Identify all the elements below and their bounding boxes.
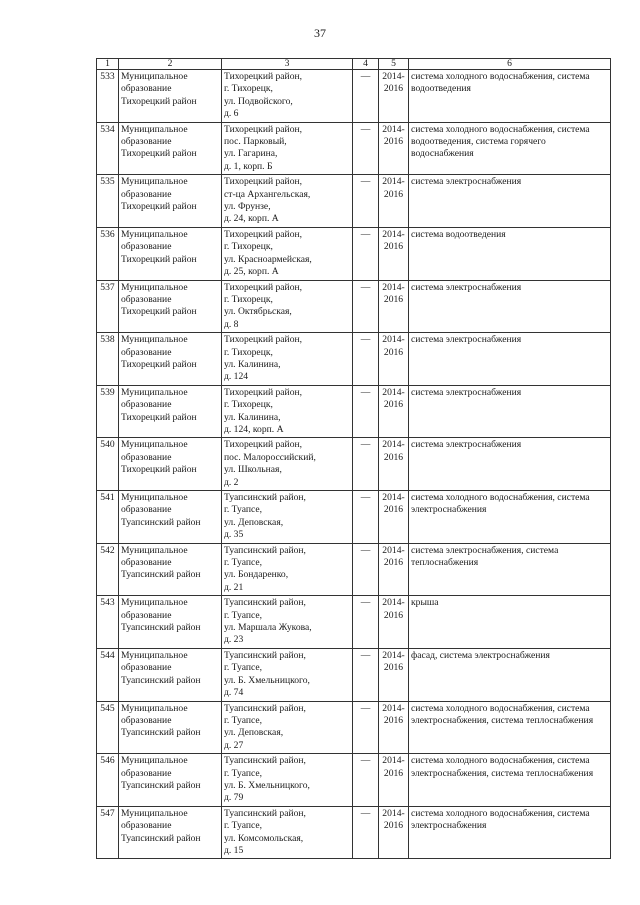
table-row — [97, 806, 611, 859]
address-cell — [222, 122, 353, 175]
works-cell: система холодного водоснабжения, система электроснабжения — [409, 491, 611, 544]
mo-line: Муниципальное — [121, 281, 188, 293]
period-cell — [379, 806, 409, 859]
municipality-cell — [119, 754, 222, 807]
municipality-cell — [119, 543, 222, 596]
works-cell: система электроснабжения, система теплоснабжения — [409, 543, 611, 596]
period-line: 2014- — [382, 807, 405, 819]
row-number: 542 — [97, 543, 119, 596]
mo-line: Тихорецкий район — [121, 201, 197, 213]
address-line: д. 27 — [224, 739, 244, 751]
period-line: 2016 — [383, 293, 404, 305]
mo-line: образование — [121, 820, 172, 832]
address-cell — [222, 280, 353, 333]
column-number-row — [97, 59, 611, 70]
mo-line: Тихорецкий район — [121, 411, 197, 423]
address-cell — [222, 438, 353, 491]
column-header: 5 — [379, 59, 409, 70]
period-line: 2014- — [382, 649, 405, 661]
period-line: 2016 — [383, 83, 404, 95]
address-line: Тихорецкий район, — [224, 176, 303, 188]
address-line: г. Туапсе, — [224, 609, 262, 621]
mo-line: Муниципальное — [121, 649, 188, 661]
address-line: г. Туапсе, — [224, 662, 262, 674]
address-line: д. 21 — [224, 581, 244, 593]
address-line: г. Тихорецк, — [224, 399, 273, 411]
mo-line: Муниципальное — [121, 71, 188, 82]
row-number: 544 — [97, 648, 119, 701]
address-line: Тихорецкий район, — [224, 439, 303, 451]
period-line: 2014- — [382, 597, 405, 609]
municipality-cell — [119, 280, 222, 333]
mo-line: Туапсинский район — [121, 516, 201, 528]
mo-line: образование — [121, 188, 172, 200]
row-number: 534 — [97, 122, 119, 175]
address-line: ул. Маршала Жукова, — [224, 622, 312, 634]
period-cell — [379, 701, 409, 754]
address-line: ул. Комсомольская, — [224, 832, 304, 844]
mo-line: Тихорецкий район — [121, 306, 197, 318]
address-line: г. Туапсе, — [224, 504, 262, 516]
period-line: 2016 — [383, 557, 404, 569]
mark-cell: — — [353, 333, 379, 386]
mo-line: Муниципальное — [121, 439, 188, 451]
address-line: Туапсинский район, — [224, 597, 306, 609]
mo-line: Муниципальное — [121, 176, 188, 188]
period-line: 2014- — [382, 71, 405, 82]
mo-line: образование — [121, 557, 172, 569]
address-cell — [222, 385, 353, 438]
table-row — [97, 596, 611, 649]
row-number: 539 — [97, 385, 119, 438]
table-row — [97, 701, 611, 754]
table-row — [97, 280, 611, 333]
works-cell: система холодного водоснабжения, система электроснабжения — [409, 806, 611, 859]
address-line: д. 74 — [224, 687, 244, 699]
period-line: 2014- — [382, 439, 405, 451]
table-row — [97, 70, 611, 123]
mark-cell: — — [353, 70, 379, 123]
address-line: пос. Парковый, — [224, 136, 287, 148]
period-cell — [379, 543, 409, 596]
table-row — [97, 227, 611, 280]
mo-line: Муниципальное — [121, 755, 188, 767]
row-number: 543 — [97, 596, 119, 649]
row-number: 547 — [97, 806, 119, 859]
address-line: Туапсинский район, — [224, 702, 306, 714]
address-cell — [222, 754, 353, 807]
municipality-cell — [119, 596, 222, 649]
mo-line: образование — [121, 504, 172, 516]
row-number: 538 — [97, 333, 119, 386]
mo-line: Туапсинский район — [121, 832, 201, 844]
address-line: Тихорецкий район, — [224, 334, 303, 346]
table-row — [97, 333, 611, 386]
works-cell: система электроснабжения — [409, 333, 611, 386]
address-line: ул. Б. Хмельницкого, — [224, 674, 310, 686]
mo-line: образование — [121, 767, 172, 779]
address-line: д. 24, корп. А — [224, 213, 279, 225]
address-line: г. Тихорецк, — [224, 83, 273, 95]
mark-cell: — — [353, 491, 379, 544]
works-cell: система электроснабжения — [409, 175, 611, 228]
works-cell: фасад, система электроснабжения — [409, 648, 611, 701]
period-line: 2016 — [383, 820, 404, 832]
period-cell — [379, 175, 409, 228]
address-cell — [222, 333, 353, 386]
period-line: 2014- — [382, 702, 405, 714]
mark-cell: — — [353, 701, 379, 754]
period-line: 2016 — [383, 714, 404, 726]
address-cell — [222, 227, 353, 280]
address-line: пос. Малороссийский, — [224, 451, 316, 463]
table-row — [97, 543, 611, 596]
period-cell — [379, 596, 409, 649]
mo-line: образование — [121, 662, 172, 674]
address-line: ул. Фрунзе, — [224, 201, 271, 213]
mo-line: образование — [121, 609, 172, 621]
period-line: 2014- — [382, 755, 405, 767]
mo-line: образование — [121, 136, 172, 148]
period-cell — [379, 227, 409, 280]
address-line: Туапсинский район, — [224, 755, 306, 767]
period-cell — [379, 438, 409, 491]
address-cell — [222, 70, 353, 123]
mark-cell: — — [353, 122, 379, 175]
mo-line: Тихорецкий район — [121, 464, 197, 476]
mo-line: образование — [121, 451, 172, 463]
address-cell — [222, 596, 353, 649]
address-line: г. Тихорецк, — [224, 346, 273, 358]
mark-cell: — — [353, 175, 379, 228]
table-row — [97, 491, 611, 544]
mark-cell: — — [353, 754, 379, 807]
period-line: 2014- — [382, 492, 405, 503]
mo-line: Муниципальное — [121, 386, 188, 398]
mo-line: Муниципальное — [121, 228, 188, 240]
address-cell — [222, 543, 353, 596]
period-cell — [379, 754, 409, 807]
period-cell — [379, 122, 409, 175]
row-number: 540 — [97, 438, 119, 491]
address-line: д. 79 — [224, 792, 244, 804]
row-number: 546 — [97, 754, 119, 807]
period-line: 2014- — [382, 386, 405, 398]
mark-cell: — — [353, 596, 379, 649]
address-line: Тихорецкий район, — [224, 281, 303, 293]
mo-line: образование — [121, 241, 172, 253]
address-line: г. Туапсе, — [224, 767, 262, 779]
address-line: д. 23 — [224, 634, 244, 646]
page-number: 37 — [314, 26, 326, 40]
period-line: 2014- — [382, 123, 405, 135]
mo-line: Муниципальное — [121, 334, 188, 346]
address-line: г. Туапсе, — [224, 557, 262, 569]
address-line: д. 124, корп. А — [224, 423, 284, 435]
period-line: 2016 — [383, 767, 404, 779]
mo-line: Туапсинский район — [121, 727, 201, 739]
table-row — [97, 175, 611, 228]
period-line: 2016 — [383, 451, 404, 463]
address-line: Тихорецкий район, — [224, 71, 303, 82]
municipality-cell — [119, 648, 222, 701]
address-line: ул. Калинина, — [224, 411, 281, 423]
address-line: Туапсинский район, — [224, 649, 306, 661]
column-header: 1 — [97, 59, 119, 70]
mo-line: Муниципальное — [121, 597, 188, 609]
address-line: Тихорецкий район, — [224, 123, 303, 135]
works-cell: система водоотведения — [409, 227, 611, 280]
address-cell — [222, 648, 353, 701]
works-cell: система холодного водоснабжения, система водоотведения — [409, 70, 611, 123]
mark-cell: — — [353, 438, 379, 491]
municipality-cell — [119, 701, 222, 754]
address-line: г. Туапсе, — [224, 820, 262, 832]
municipality-cell — [119, 122, 222, 175]
address-line: ул. Октябрьская, — [224, 306, 292, 318]
works-cell: система электроснабжения — [409, 280, 611, 333]
mark-cell: — — [353, 806, 379, 859]
address-line: Туапсинский район, — [224, 492, 306, 503]
column-header: 2 — [119, 59, 222, 70]
works-cell: система электроснабжения — [409, 438, 611, 491]
row-number: 537 — [97, 280, 119, 333]
period-line: 2014- — [382, 228, 405, 240]
row-number: 533 — [97, 70, 119, 123]
mo-line: Тихорецкий район — [121, 253, 197, 265]
mo-line: образование — [121, 714, 172, 726]
municipality-cell — [119, 175, 222, 228]
period-line: 2016 — [383, 241, 404, 253]
address-line: ул. Б. Хмельницкого, — [224, 779, 310, 791]
period-line: 2014- — [382, 334, 405, 346]
address-line: ул. Гагарина, — [224, 148, 278, 160]
address-line: Тихорецкий район, — [224, 228, 303, 240]
period-line: 2016 — [383, 399, 404, 411]
address-line: Туапсинский район, — [224, 807, 306, 819]
mark-cell: — — [353, 385, 379, 438]
period-line: 2016 — [383, 609, 404, 621]
municipality-cell — [119, 333, 222, 386]
row-number: 535 — [97, 175, 119, 228]
municipality-cell — [119, 70, 222, 123]
municipality-cell — [119, 438, 222, 491]
mark-cell: — — [353, 543, 379, 596]
address-line: д. 124 — [224, 371, 249, 383]
address-line: д. 6 — [224, 108, 239, 120]
period-line: 2016 — [383, 346, 404, 358]
municipality-cell — [119, 491, 222, 544]
row-number: 541 — [97, 491, 119, 544]
period-line: 2016 — [383, 662, 404, 674]
mo-line: Тихорецкий район — [121, 95, 197, 107]
mo-line: образование — [121, 399, 172, 411]
address-line: д. 1, корп. Б — [224, 160, 273, 172]
address-line: ул. Красноармейская, — [224, 253, 312, 265]
address-line: д. 35 — [224, 529, 244, 541]
address-cell — [222, 701, 353, 754]
address-line: Туапсинский район, — [224, 544, 306, 556]
works-cell: система холодного водоснабжения, система электроснабжения, система теплоснабжения — [409, 754, 611, 807]
period-line: 2016 — [383, 504, 404, 516]
table-row — [97, 754, 611, 807]
address-line: ул. Подвойского, — [224, 95, 293, 107]
address-cell — [222, 806, 353, 859]
municipality-cell — [119, 227, 222, 280]
mo-line: Муниципальное — [121, 123, 188, 135]
period-line: 2014- — [382, 544, 405, 556]
row-number: 536 — [97, 227, 119, 280]
address-line: ст-ца Архангельская, — [224, 188, 311, 200]
period-cell — [379, 385, 409, 438]
table-row — [97, 438, 611, 491]
period-line: 2016 — [383, 188, 404, 200]
period-line: 2014- — [382, 281, 405, 293]
address-line: г. Тихорецк, — [224, 241, 273, 253]
period-cell — [379, 70, 409, 123]
table-row — [97, 648, 611, 701]
mo-line: Туапсинский район — [121, 779, 201, 791]
column-header: 4 — [353, 59, 379, 70]
municipality-cell — [119, 385, 222, 438]
row-number: 545 — [97, 701, 119, 754]
works-cell: система холодного водоснабжения, система электроснабжения, система теплоснабжения — [409, 701, 611, 754]
municipality-cell — [119, 806, 222, 859]
address-line: ул. Бондаренко, — [224, 569, 289, 581]
mo-line: Туапсинский район — [121, 674, 201, 686]
mo-line: Муниципальное — [121, 702, 188, 714]
mo-line: Туапсинский район — [121, 622, 201, 634]
address-cell — [222, 491, 353, 544]
address-line: д. 2 — [224, 476, 239, 488]
mo-line: образование — [121, 293, 172, 305]
address-cell — [222, 175, 353, 228]
works-cell: система электроснабжения — [409, 385, 611, 438]
works-cell: система холодного водоснабжения, система водоотведения, система горячего водоснабжения — [409, 122, 611, 175]
table-row — [97, 385, 611, 438]
period-cell — [379, 280, 409, 333]
mo-line: Туапсинский район — [121, 569, 201, 581]
table-row — [97, 122, 611, 175]
address-line: ул. Деповская, — [224, 516, 284, 528]
address-line: ул. Деповская, — [224, 727, 284, 739]
address-line: г. Туапсе, — [224, 714, 262, 726]
mo-line: Тихорецкий район — [121, 148, 197, 160]
period-cell — [379, 491, 409, 544]
address-line: д. 8 — [224, 318, 239, 330]
address-line: Тихорецкий район, — [224, 386, 303, 398]
mo-line: Муниципальное — [121, 544, 188, 556]
column-header: 6 — [409, 59, 611, 70]
registry-table — [96, 58, 611, 859]
mo-line: Муниципальное — [121, 492, 188, 503]
period-line: 2014- — [382, 176, 405, 188]
column-header: 3 — [222, 59, 353, 70]
mo-line: образование — [121, 83, 172, 95]
mo-line: образование — [121, 346, 172, 358]
mo-line: Тихорецкий район — [121, 358, 197, 370]
mark-cell: — — [353, 227, 379, 280]
mark-cell: — — [353, 280, 379, 333]
address-line: г. Тихорецк, — [224, 293, 273, 305]
address-line: ул. Школьная, — [224, 464, 282, 476]
works-cell: крыша — [409, 596, 611, 649]
mo-line: Муниципальное — [121, 807, 188, 819]
period-cell — [379, 333, 409, 386]
period-line: 2016 — [383, 136, 404, 148]
address-line: д. 25, корп. А — [224, 266, 279, 278]
period-cell — [379, 648, 409, 701]
mark-cell: — — [353, 648, 379, 701]
address-line: ул. Калинина, — [224, 358, 281, 370]
address-line: д. 15 — [224, 844, 244, 856]
